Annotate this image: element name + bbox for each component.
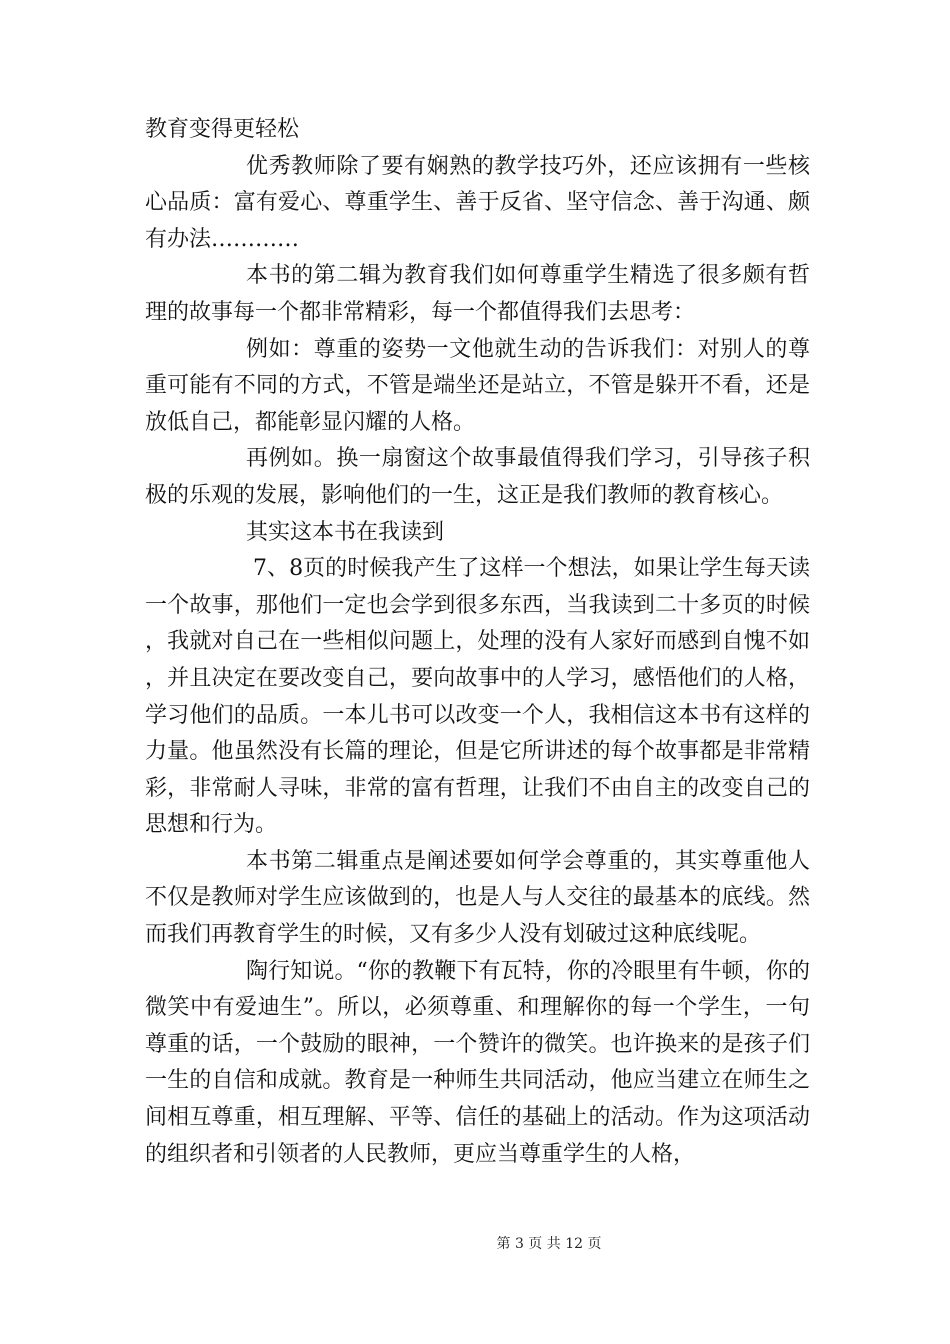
paragraph-tao-xingzhi-quote: 陶行知说。“你的教鞭下有瓦特，你的冷眼里有牛顿，你的微笑中有爱迪生”。所以，必须尊重、和理解你的每一个学生，一句尊重的话，一个鼓励的眼神，一个赞许的微笑。也许换来的是孩子们一生的自信和成就。教育是一种师生共同活动，他应当建立在师生之间相互尊重，相互理解、平等、信任的基础上的活动。作为这项活动的组织者和引领者的人民教师，更应当尊重学生的人格， [145, 958, 810, 1167]
page-footer [0, 1233, 950, 1253]
paragraph-heading-line: 教育变得更轻松 [145, 117, 300, 142]
paragraph-reading-reflection: 7、8页的时候我产生了这样一个想法，如果让学生每天读一个故事，那他们一定也会学到很多东西，当我读到二十多页的时候，我就对自己在一些相似问题上，处理的没有人家好而感到自愧不如，并且决定在要改变自己，要向故事中的人学习，感悟他们的人格，学习他们的品质。一本儿书可以改变一个人，我相信这本书有这样的力量。他虽然没有长篇的理论，但是它所讲述的每个故事都是非常精彩，非常耐人寻味，非常的富有哲理，让我们不由自主的改变自己的思想和行为。 [145, 556, 810, 838]
paragraph-second-section: 本书的第二辑为教育我们如何尊重学生精选了很多颇有哲理的故事每一个都非常精彩，每一个都值得我们去思考： [145, 263, 810, 325]
paragraph-example-window: 再例如。换一扇窗这个故事最值得我们学习，引导孩子积极的乐观的发展，影响他们的一生，这正是我们教师的教育核心。 [145, 446, 810, 508]
paragraph-core-qualities: 优秀教师除了要有娴熟的教学技巧外，还应该拥有一些核心品质：富有爱心、尊重学生、善于反省、坚守信念、善于沟通、颇有办法………… [145, 153, 810, 252]
document-body [145, 112, 810, 1173]
paragraph-example-respect: 例如：尊重的姿势一文他就生动的告诉我们：对别人的尊重可能有不同的方式，不管是端坐还是站立，不管是躲开不看，还是放低自己，都能彰显闪耀的人格。 [145, 336, 810, 435]
paragraph-reading-start: 其实这本书在我读到 [246, 519, 445, 545]
paragraph-respect-baseline: 本书第二辑重点是阐述要如何学会尊重的，其实尊重他人不仅是教师对学生应该做到的，也是人与人交往的最基本的底线。然而我们再教育学生的时候，又有多少人没有划破过这种底线呢。 [145, 848, 810, 948]
page-number: 第 3 页 共 12 页 [496, 1236, 602, 1252]
